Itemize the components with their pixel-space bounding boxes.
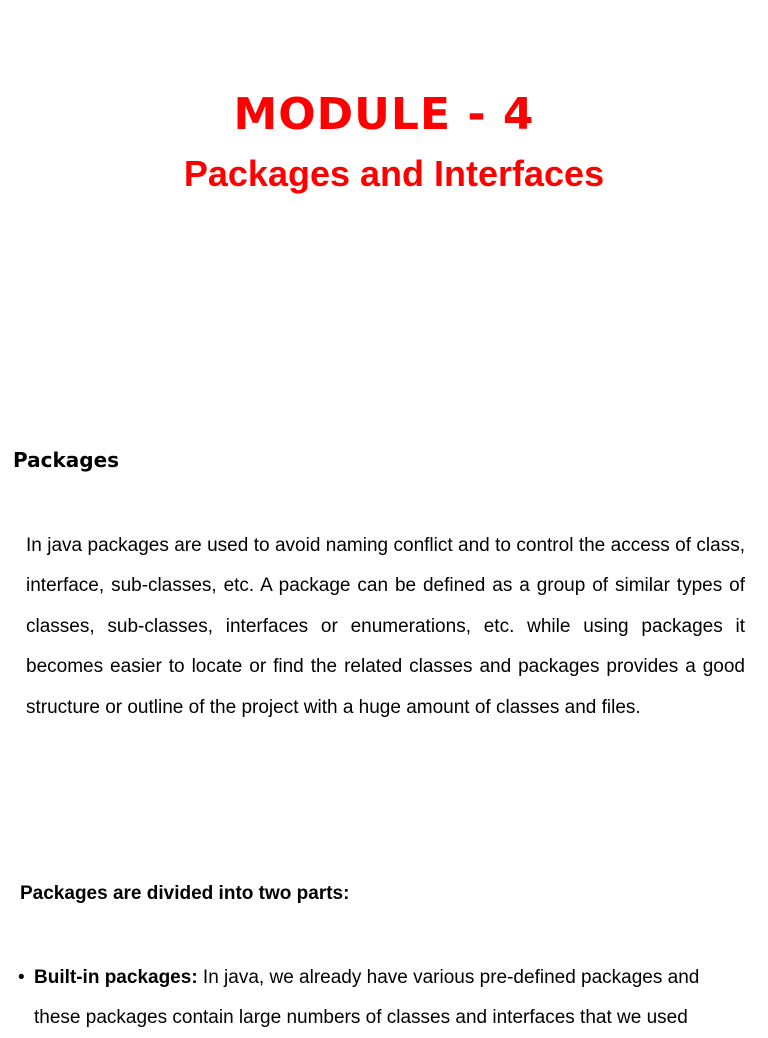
module-title: MODULE - 4 <box>233 89 535 140</box>
bullet-marker: • <box>18 967 25 988</box>
section-heading-packages: Packages <box>13 448 120 472</box>
bullet-text: In java, we already have various pre-defined packages and these packages contain large numbers of classes and interfaces that we used <box>34 967 700 1028</box>
module-subtitle: Packages and Interfaces <box>183 153 605 194</box>
list-item-built-in-packages <box>18 958 748 1038</box>
intro-paragraph: In java packages are used to avoid naming conflict and to control the access of class, interface, sub-classes, etc. A package can be defined as a group of similar types of classes, sub-classes, interfaces or enumerations, etc. while using packages it becomes easier to locate or find the related classes and packages provides a good structure or outline of the project with a huge amount of classes and files. <box>26 535 745 718</box>
packages-divided-heading: Packages are divided into two parts: <box>20 883 350 904</box>
bullet-term: Built-in packages: <box>34 967 198 988</box>
package-types-list <box>18 958 748 1038</box>
